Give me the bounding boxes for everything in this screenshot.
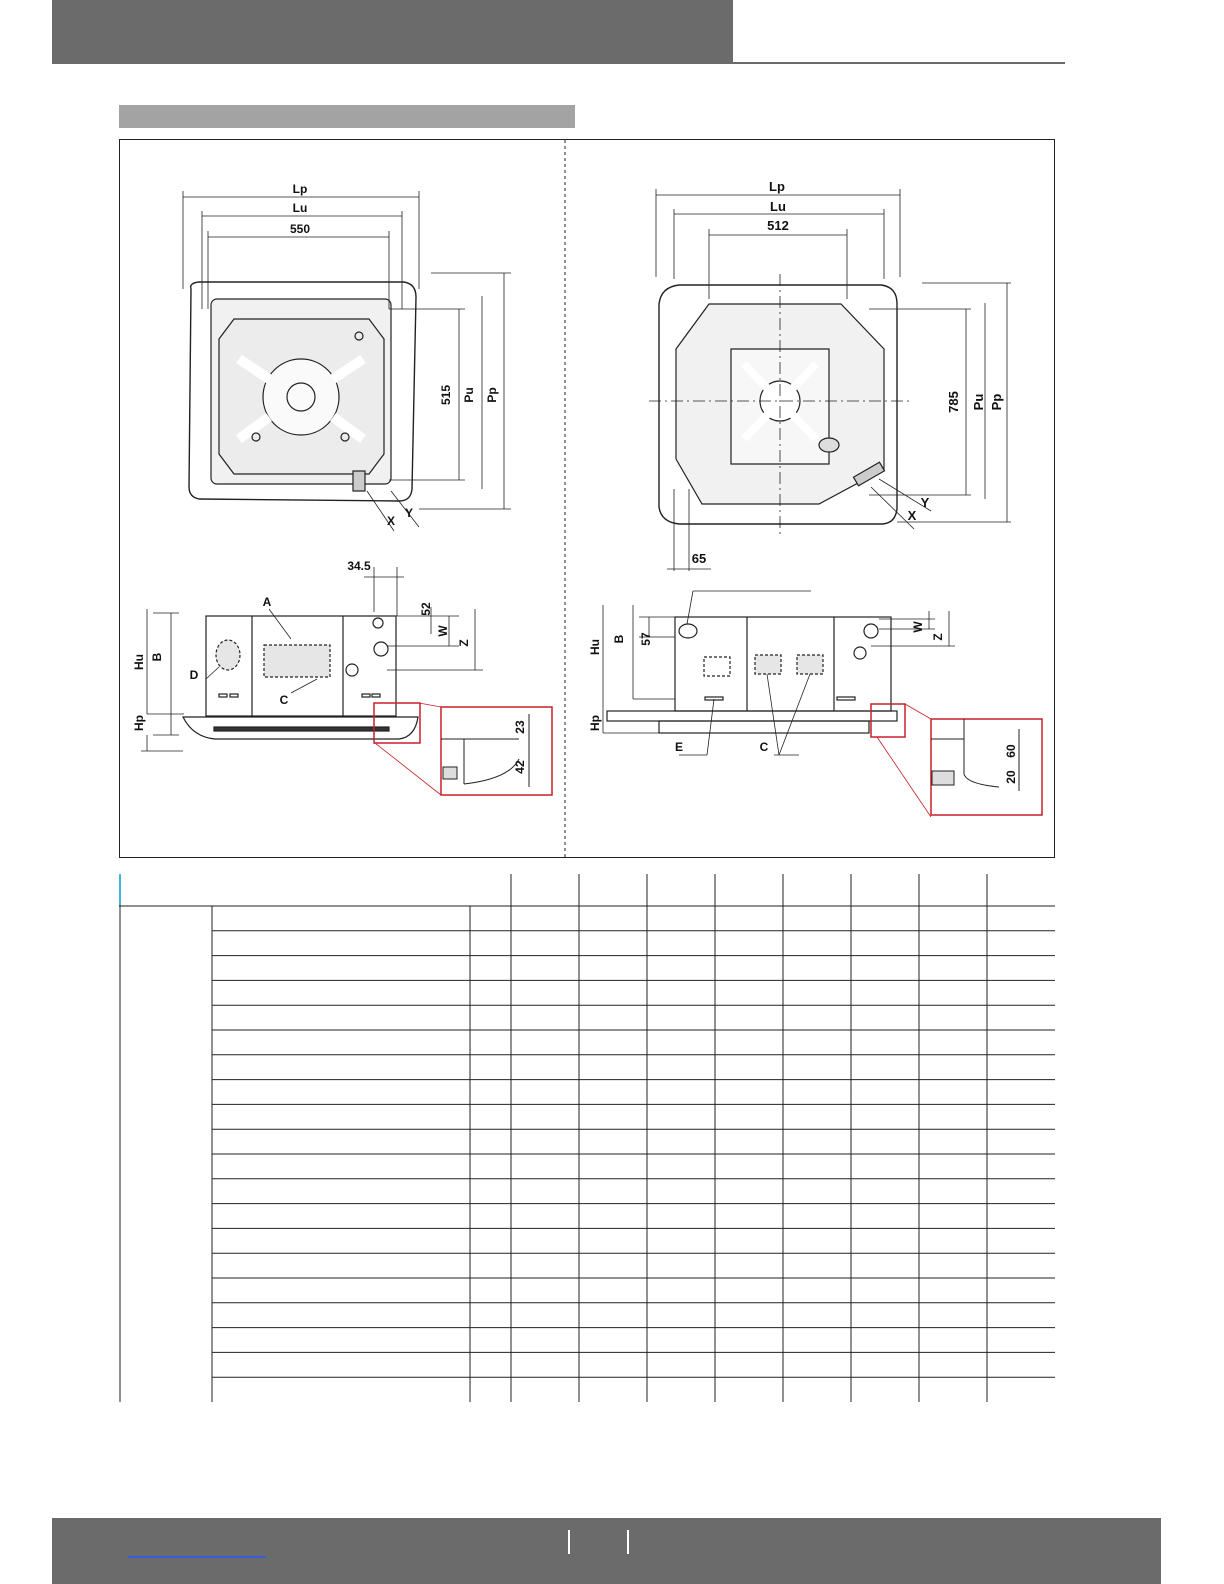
right-dim-lu: Lu [770,199,786,214]
left-dim-w: W [436,625,450,637]
right-detail-60: 60 [1004,744,1018,758]
footer-band [52,1518,1161,1584]
left-top-view [189,282,416,501]
right-dim-w: W [911,621,925,633]
footer-separator [627,1530,629,1554]
section-title-bar [119,105,575,128]
right-label-c: C [759,740,769,754]
left-dim-x: X [386,514,396,528]
right-detail [877,704,1042,817]
left-dim-hp: Hp [132,715,146,731]
left-detail-23: 23 [513,720,527,734]
right-dim-z: Z [931,633,945,641]
right-dim-hu: Hu [588,639,602,655]
drawing-frame-border [120,140,1055,858]
right-detail-20: 20 [1004,770,1018,784]
table-grid [119,874,1055,1402]
right-dim-pp: Pp [989,393,1004,411]
left-side-view [183,616,420,743]
right-dim-width: 512 [767,218,789,233]
right-dim-x: X [907,508,917,523]
right-label-e: E [674,740,684,754]
header-rule [733,62,1065,64]
left-dim-width: 550 [289,222,311,236]
right-dim-65: 65 [691,551,707,566]
right-dim-hp: Hp [588,715,602,731]
left-dim-pp: Pp [485,387,499,403]
right-dim-lp: Lp [769,179,785,194]
footer-link[interactable] [128,1556,266,1558]
left-detail-42: 42 [513,760,527,774]
right-dim-y: Y [920,495,930,510]
left-dim-y: Y [404,506,414,520]
right-dim-57: 57 [639,632,653,646]
right-dim-depth: 785 [946,391,961,413]
left-dim-pu: Pu [462,387,476,403]
left-dim-lp: Lp [292,182,308,196]
right-dim-pu: Pu [971,393,986,411]
left-dim-52: 52 [419,602,433,616]
spec-table [119,874,1055,1402]
left-dim-lu: Lu [292,201,308,215]
header-band [52,0,733,64]
left-dim-b: B [150,652,164,662]
footer-separator [568,1530,570,1554]
right-dim-b: B [612,634,626,644]
left-dim-hu: Hu [132,654,146,670]
left-label-d: D [189,668,199,682]
left-dim-offset: 34.5 [347,559,371,573]
left-dim-z: Z [457,639,471,647]
left-label-c: C [279,693,289,707]
dimension-drawings [119,139,1055,858]
left-label-a: A [262,595,272,609]
left-dim-depth: 515 [439,384,453,406]
